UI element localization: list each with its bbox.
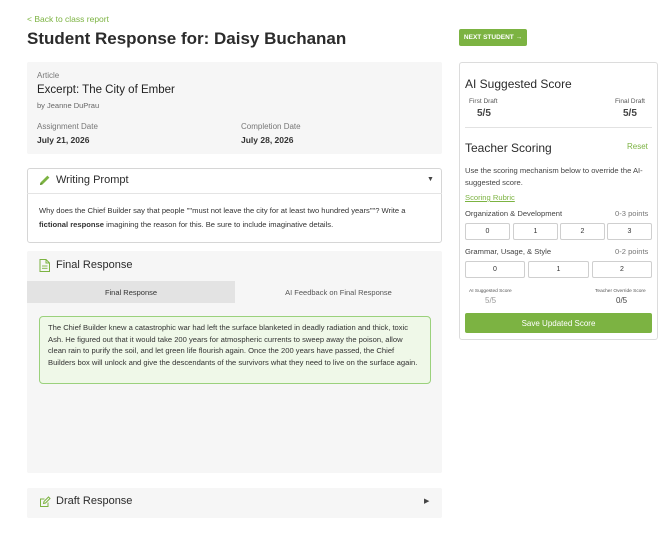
save-updated-score-button[interactable]: Save Updated Score: [465, 313, 652, 333]
tab-ai-feedback[interactable]: AI Feedback on Final Response: [235, 281, 442, 303]
organization-development-label: Organization & Development: [465, 209, 563, 218]
writing-prompt-text: Why does the Chief Builder say that people ""must not leave the city for at least two hundred years""? Write a fictional response imagining the reason for this. Be sure to include imaginative details.: [39, 206, 406, 229]
org-score-option-1[interactable]: 1: [513, 223, 558, 240]
article-author: by Jeanne DuPrau: [37, 101, 100, 110]
grammar-score-option-0[interactable]: 0: [465, 261, 525, 278]
teacher-scoring-description: Use the scoring mechanism below to override the AI-suggested score.: [465, 166, 643, 187]
completion-date-label: Completion Date: [241, 122, 301, 131]
pencil-icon: [39, 174, 51, 186]
next-student-button[interactable]: NEXT STUDENT →: [459, 29, 527, 46]
ai-suggested-score-summary-value: 5/5: [485, 296, 497, 305]
reset-link[interactable]: Reset: [627, 142, 648, 151]
article-label: Article: [37, 71, 60, 80]
edit-icon: [39, 496, 51, 508]
grammar-points-range: 0-2 points: [615, 247, 649, 256]
ai-suggested-score-title: AI Suggested Score: [465, 77, 572, 91]
draft-response-title: Draft Response: [56, 495, 133, 507]
caret-right-icon[interactable]: ▶: [424, 498, 430, 505]
divider: [465, 127, 652, 128]
caret-down-icon[interactable]: ▼: [427, 176, 434, 183]
completion-date-value: July 28, 2026: [241, 135, 294, 145]
final-response-title: Final Response: [56, 259, 133, 271]
document-icon: [39, 259, 50, 272]
writing-prompt-title: Writing Prompt: [56, 174, 129, 186]
assignment-date-label: Assignment Date: [37, 122, 98, 131]
assignment-date-value: July 21, 2026: [37, 135, 90, 145]
teacher-scoring-title: Teacher Scoring: [465, 141, 552, 155]
teacher-override-score-value: 0/5: [616, 296, 628, 305]
org-score-option-2[interactable]: 2: [560, 223, 605, 240]
scoring-rubric-link[interactable]: Scoring Rubric: [465, 193, 515, 202]
teacher-override-score-label: Teacher Override Score: [595, 289, 646, 294]
final-draft-label: Final Draft: [615, 98, 645, 105]
first-draft-label: First Draft: [469, 98, 498, 105]
org-score-option-0[interactable]: 0: [465, 223, 510, 240]
ai-suggested-score-summary-label: AI Suggested Score: [469, 289, 512, 294]
grammar-score-option-2[interactable]: 2: [592, 261, 652, 278]
article-title: Excerpt: The City of Ember: [37, 84, 175, 96]
back-to-class-report-link[interactable]: < Back to class report: [27, 14, 109, 24]
organization-points-range: 0-3 points: [615, 209, 649, 218]
page-title: Student Response for: Daisy Buchanan: [27, 29, 347, 48]
grammar-usage-style-label: Grammar, Usage, & Style: [465, 247, 552, 256]
final-response-text: The Chief Builder knew a catastrophic war had left the surface blanketed in deadly radiation and thick, toxic Ash. He figured out that it would take 200 years for atmospheric currents to sweep away the poison, allow clean rain to purify the soil, and let green life flourish again. Once the 200 years have passed, the Chief Builders box will unlock and give the descendants of the survivors what they need to live on the surface again.: [39, 316, 431, 384]
grammar-score-option-1[interactable]: 1: [528, 261, 589, 278]
tab-final-response[interactable]: Final Response: [27, 281, 235, 303]
org-score-option-3[interactable]: 3: [607, 223, 652, 240]
first-draft-score: 5/5: [477, 108, 491, 119]
final-draft-score: 5/5: [623, 108, 637, 119]
